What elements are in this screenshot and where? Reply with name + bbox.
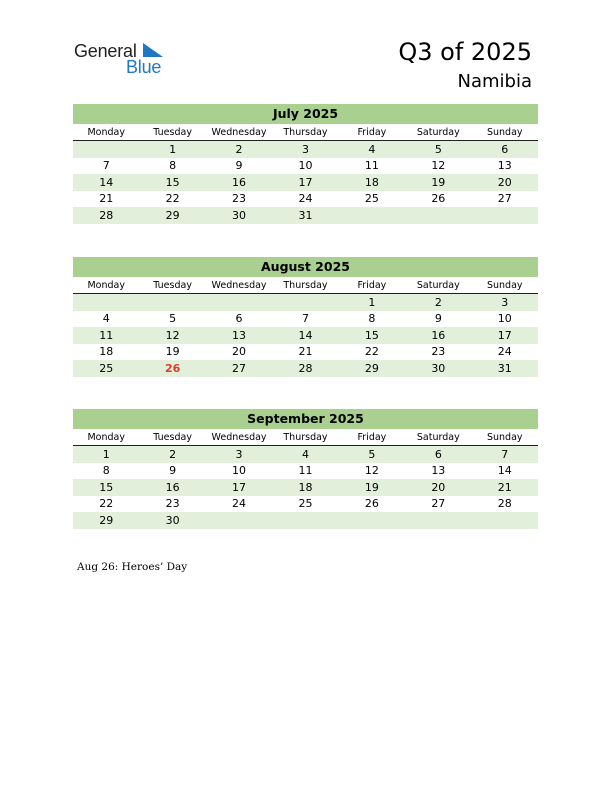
day-cell: 27 — [431, 497, 446, 511]
day-cell: 20 — [405, 479, 471, 496]
month-calendar — [73, 104, 538, 224]
week-row — [73, 141, 538, 158]
week-row — [73, 294, 538, 311]
day-cell: 30 — [139, 512, 205, 529]
weekday-header: Sunday — [472, 277, 538, 294]
weekday-header: Sunday — [472, 429, 538, 446]
day-cell: 18 — [272, 479, 338, 496]
day-cell: 12 — [364, 464, 379, 478]
logo-text-blue: Blue — [126, 57, 162, 77]
day-cell — [472, 207, 538, 224]
month-calendar — [73, 409, 538, 529]
day-cell — [139, 294, 205, 311]
day-cell: 24 — [497, 345, 512, 359]
weekday-header: Thursday — [272, 277, 338, 294]
day-cell: 15 — [139, 174, 205, 191]
day-cell: 17 — [272, 174, 338, 191]
day-cell: 23 — [165, 497, 180, 511]
day-cell — [472, 512, 538, 529]
weekday-header: Saturday — [405, 277, 471, 294]
day-cell: 29 — [339, 360, 405, 377]
day-cell: 10 — [497, 312, 512, 326]
day-cell: 18 — [339, 174, 405, 191]
day-cell — [73, 294, 139, 311]
day-cell: 1 — [139, 141, 205, 158]
day-cell — [339, 207, 405, 224]
week-row — [73, 158, 538, 175]
week-row — [73, 360, 538, 377]
weekday-header: Tuesday — [139, 277, 205, 294]
day-cell: 7 — [472, 446, 538, 463]
day-cell: 9 — [169, 464, 177, 478]
day-cell: 25 — [298, 497, 313, 511]
brand-logo — [74, 40, 174, 80]
weekday-header: Sunday — [472, 124, 538, 141]
day-cell: 15 — [339, 327, 405, 344]
day-cell: 11 — [298, 464, 313, 478]
month-title: July 2025 — [73, 104, 538, 124]
day-cell: 28 — [272, 360, 338, 377]
day-cell: 14 — [272, 327, 338, 344]
day-cell: 8 — [102, 464, 110, 478]
week-row — [73, 479, 538, 496]
day-cell: 29 — [139, 207, 205, 224]
day-cell: 9 — [434, 312, 442, 326]
day-cell: 12 — [431, 159, 446, 173]
weekday-header: Saturday — [405, 124, 471, 141]
weekday-header: Wednesday — [206, 124, 272, 141]
weekday-header: Tuesday — [139, 429, 205, 446]
day-cell: 14 — [497, 464, 512, 478]
day-cell: 31 — [272, 207, 338, 224]
day-cell: 19 — [405, 174, 471, 191]
day-cell: 20 — [472, 174, 538, 191]
day-cell: 16 — [139, 479, 205, 496]
day-cell: 3 — [206, 446, 272, 463]
day-cell: 23 — [232, 192, 247, 206]
day-cell: 19 — [165, 345, 180, 359]
day-cell: 9 — [235, 159, 243, 173]
day-cell: 6 — [472, 141, 538, 158]
day-cell — [73, 141, 139, 158]
weekday-header: Thursday — [272, 124, 338, 141]
month-title: August 2025 — [73, 257, 538, 277]
day-cell: 15 — [73, 479, 139, 496]
day-cell — [272, 512, 338, 529]
day-cell: 6 — [405, 446, 471, 463]
day-cell: 30 — [206, 207, 272, 224]
page-title: Q3 of 2025 — [398, 38, 532, 66]
day-cell: 21 — [472, 479, 538, 496]
logo-text-general: General — [74, 41, 137, 61]
day-cell: 16 — [206, 174, 272, 191]
weekday-header: Tuesday — [139, 124, 205, 141]
day-cell: 8 — [169, 159, 177, 173]
day-cell: 2 — [139, 446, 205, 463]
day-cell: 19 — [339, 479, 405, 496]
weekday-header: Monday — [73, 429, 139, 446]
day-cell: 27 — [497, 192, 512, 206]
day-cell: 29 — [73, 512, 139, 529]
holiday-day-cell: 26 — [139, 360, 205, 377]
day-cell: 30 — [405, 360, 471, 377]
weekday-header: Friday — [339, 429, 405, 446]
weekday-header: Friday — [339, 124, 405, 141]
day-cell: 3 — [272, 141, 338, 158]
day-cell: 4 — [272, 446, 338, 463]
day-cell: 28 — [497, 497, 512, 511]
weekday-header: Thursday — [272, 429, 338, 446]
day-cell: 16 — [405, 327, 471, 344]
day-cell: 22 — [364, 345, 379, 359]
day-cell: 5 — [339, 446, 405, 463]
day-cell: 5 — [169, 312, 177, 326]
day-cell: 12 — [139, 327, 205, 344]
day-cell: 8 — [368, 312, 376, 326]
day-cell: 24 — [232, 497, 247, 511]
day-cell: 27 — [206, 360, 272, 377]
day-cell: 13 — [431, 464, 446, 478]
day-cell: 6 — [235, 312, 243, 326]
day-cell: 11 — [364, 159, 379, 173]
weekday-header: Monday — [73, 277, 139, 294]
day-cell: 3 — [472, 294, 538, 311]
day-cell: 4 — [102, 312, 110, 326]
day-cell — [272, 294, 338, 311]
day-cell — [339, 512, 405, 529]
day-cell: 13 — [497, 159, 512, 173]
day-cell: 7 — [301, 312, 309, 326]
day-cell: 10 — [232, 464, 247, 478]
month-calendar — [73, 257, 538, 377]
day-cell: 18 — [99, 345, 114, 359]
calendar-grid — [73, 429, 538, 529]
country-name: Namibia — [457, 71, 532, 92]
day-cell: 2 — [405, 294, 471, 311]
week-row — [73, 446, 538, 463]
day-cell — [206, 512, 272, 529]
day-cell: 7 — [102, 159, 110, 173]
calendar-grid — [73, 277, 538, 377]
day-cell: 5 — [405, 141, 471, 158]
day-cell — [405, 207, 471, 224]
week-row — [73, 311, 538, 328]
day-cell: 17 — [206, 479, 272, 496]
day-cell: 21 — [99, 192, 114, 206]
day-cell: 28 — [73, 207, 139, 224]
week-row — [73, 512, 538, 529]
weekday-header: Saturday — [405, 429, 471, 446]
holiday-note: Aug 26: Heroes’ Day — [77, 561, 188, 573]
week-row — [73, 327, 538, 344]
day-cell — [405, 512, 471, 529]
day-cell: 22 — [99, 497, 114, 511]
weekday-header: Wednesday — [206, 277, 272, 294]
week-row — [73, 344, 538, 361]
week-row — [73, 207, 538, 224]
weekday-header: Monday — [73, 124, 139, 141]
day-cell: 26 — [431, 192, 446, 206]
weekday-header: Friday — [339, 277, 405, 294]
month-title: September 2025 — [73, 409, 538, 429]
day-cell: 1 — [339, 294, 405, 311]
week-row — [73, 463, 538, 480]
week-row — [73, 191, 538, 208]
day-cell: 2 — [206, 141, 272, 158]
day-cell: 26 — [364, 497, 379, 511]
day-cell: 1 — [73, 446, 139, 463]
week-row — [73, 496, 538, 513]
day-cell: 13 — [206, 327, 272, 344]
day-cell: 10 — [298, 159, 313, 173]
day-cell: 25 — [364, 192, 379, 206]
day-cell: 23 — [431, 345, 446, 359]
weekday-header: Wednesday — [206, 429, 272, 446]
day-cell: 24 — [298, 192, 313, 206]
day-cell — [206, 294, 272, 311]
day-cell: 25 — [73, 360, 139, 377]
day-cell: 4 — [339, 141, 405, 158]
day-cell: 20 — [232, 345, 247, 359]
day-cell: 17 — [472, 327, 538, 344]
calendar-grid — [73, 124, 538, 224]
week-row — [73, 174, 538, 191]
day-cell: 14 — [73, 174, 139, 191]
day-cell: 11 — [73, 327, 139, 344]
day-cell: 22 — [165, 192, 180, 206]
day-cell: 21 — [298, 345, 313, 359]
day-cell: 31 — [472, 360, 538, 377]
